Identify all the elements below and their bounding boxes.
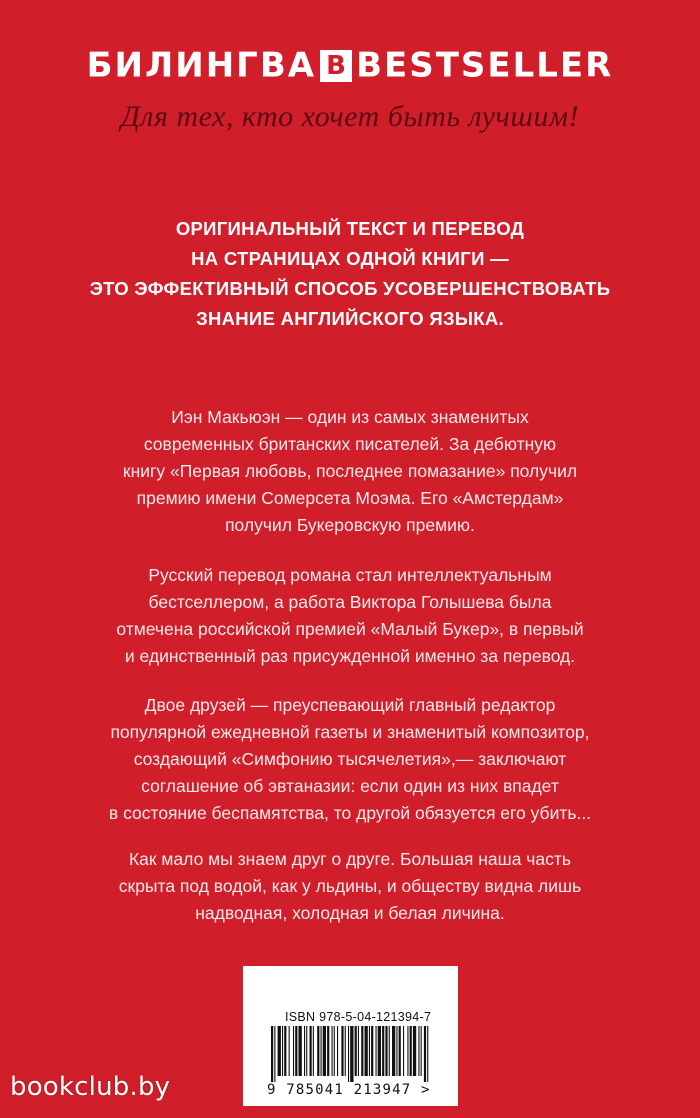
- barcode-bar: [427, 1026, 428, 1082]
- barcode-bar: [313, 1026, 314, 1076]
- series-name-right: BESTSELLER: [356, 45, 614, 86]
- barcode-bar: [327, 1026, 329, 1076]
- paragraph-line: и единственный раз присужденной именно за перевод.: [124, 646, 576, 666]
- barcode-bar: [304, 1026, 305, 1076]
- author-paragraph: [40, 404, 660, 539]
- barcode-bar: [334, 1026, 335, 1076]
- barcode-bar: [317, 1026, 319, 1076]
- barcode-bar: [321, 1026, 322, 1076]
- barcode-bar: [345, 1026, 346, 1076]
- paragraph-line: Двое друзей — преуспевающий главный редактор: [144, 695, 556, 715]
- barcode-bar: [306, 1026, 307, 1076]
- barcode-bar: [271, 1026, 273, 1082]
- barcode-bar: [389, 1026, 390, 1076]
- barcode-bar: [410, 1026, 412, 1076]
- barcode-bar: [274, 1026, 275, 1082]
- barcode-bar: [282, 1026, 283, 1076]
- barcode-bar: [348, 1026, 349, 1082]
- series-badge-icon: B: [320, 50, 352, 82]
- paragraph-line: Русский перевод романа стал интеллектуальным: [148, 565, 552, 585]
- barcode-icon: [271, 1026, 431, 1082]
- barcode-bar: [332, 1026, 333, 1076]
- quote-paragraph: [40, 846, 660, 927]
- barcode-bar: [399, 1026, 401, 1076]
- barcode-bar: [289, 1026, 290, 1076]
- barcode-bar: [299, 1026, 302, 1076]
- paragraph-line: премию имени Сомерсета Моэма. Его «Амстердам»: [136, 488, 564, 508]
- barcode-bar: [424, 1026, 426, 1082]
- barcode-bar: [293, 1026, 294, 1076]
- barcode-bar: [350, 1026, 353, 1082]
- paragraph-line: в состояние беспамятства, то другой обязуется его убить...: [108, 803, 592, 823]
- headline-line: ЗНАНИЕ АНГЛИЙСКОГО ЯЗЫКА.: [196, 308, 504, 329]
- barcode-bar: [295, 1026, 297, 1076]
- paragraph-line: бестселлером, а работа Виктора Голышева была: [148, 592, 552, 612]
- barcode-bar: [358, 1026, 359, 1076]
- series-slogan: Для тех, кто хочет быть лучшим!: [120, 100, 580, 133]
- barcode-bar: [421, 1026, 422, 1076]
- translation-paragraph: [40, 562, 660, 670]
- barcode-bar: [385, 1026, 387, 1076]
- barcode-bar: [382, 1026, 384, 1076]
- series-logo: [0, 38, 700, 92]
- paragraph-line: соглашение об эвтаназии: если один из них впадет: [141, 776, 559, 796]
- barcode-bar: [365, 1026, 368, 1076]
- barcode-bar: [403, 1026, 404, 1076]
- barcode-bar: [392, 1026, 395, 1076]
- paragraph-line: Иэн Макьюэн — один из самых знаменитых: [171, 407, 529, 427]
- paragraph-line: современных британских писателей. За дебютную: [143, 434, 557, 454]
- headline-line: ОРИГИНАЛЬНЫЙ ТЕКСТ И ПЕРЕВОД: [175, 218, 525, 239]
- barcode-bar: [323, 1026, 326, 1076]
- barcode-bar: [284, 1026, 286, 1076]
- headline: [60, 214, 640, 334]
- barcode-bar: [376, 1026, 377, 1076]
- barcode-bar: [337, 1026, 338, 1076]
- plot-paragraph: [40, 692, 660, 827]
- paragraph-line: надводная, холодная и белая личина.: [195, 903, 505, 923]
- headline-line: ЭТО ЭФФЕКТИВНЫЙ СПОСОБ УСОВЕРШЕНСТВОВАТЬ: [89, 278, 611, 299]
- barcode-bar: [278, 1026, 281, 1076]
- paragraph-line: создающий «Симфонию тысячелетия»,— заключают: [133, 749, 567, 769]
- headline-line: НА СТРАНИЦАХ ОДНОЙ КНИГИ —: [191, 248, 509, 269]
- barcode-bar: [371, 1026, 373, 1076]
- barcode-bar: [361, 1026, 363, 1076]
- paragraph-line: книгу «Первая любовь, последнее помазание» получил: [122, 461, 578, 481]
- paragraph-line: отмечена российской премией «Малый Букер», в первый: [116, 619, 584, 639]
- isbn-text: ISBN 978-5-04-121394-7: [285, 1010, 432, 1024]
- barcode-bar: [407, 1026, 408, 1076]
- barcode-panel: [243, 966, 458, 1106]
- paragraph-line: Как мало мы знаем друг о друге. Большая наша часть: [128, 849, 572, 869]
- paragraph-line: получил Букеровскую премию.: [225, 515, 475, 535]
- barcode-bar: [413, 1026, 416, 1076]
- paragraph-line: скрыта под водой, как у льдины, и обществу видна лишь: [118, 876, 582, 896]
- barcode-bar: [355, 1026, 357, 1076]
- barcode-bar: [396, 1026, 397, 1076]
- barcode-bar: [369, 1026, 370, 1076]
- watermark: [0, 1052, 215, 1118]
- barcode-bar: [418, 1026, 419, 1076]
- barcode-bar: [378, 1026, 381, 1076]
- barcode-bar: [310, 1026, 312, 1076]
- watermark-text: bookclub.by: [10, 1072, 171, 1102]
- series-name-left: БИЛИНГВА: [86, 45, 317, 86]
- barcode-bar: [341, 1026, 343, 1076]
- paragraph-line: популярной ежедневной газеты и знаменитый композитор,: [110, 722, 590, 742]
- barcode-number: 9 785041 213947 >: [267, 1082, 431, 1098]
